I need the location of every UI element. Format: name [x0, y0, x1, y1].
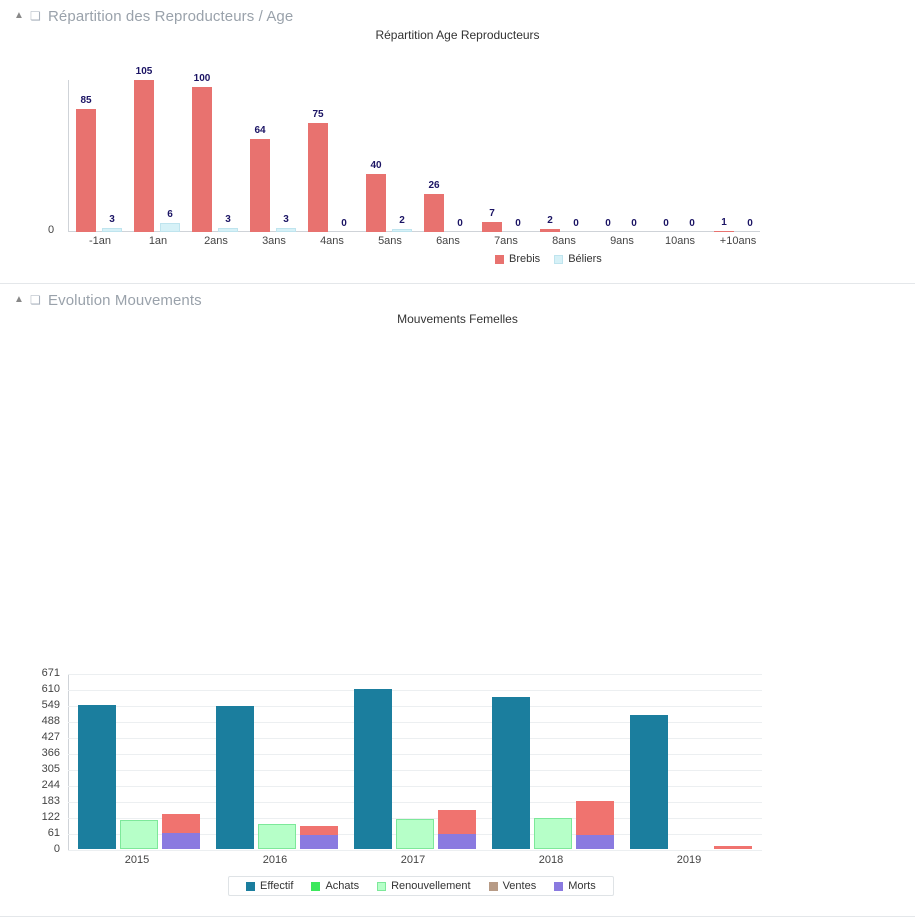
chart1-bar-brebis[interactable]	[366, 174, 386, 232]
chart1-bar-brebis[interactable]	[134, 80, 154, 232]
chart1-value-label: 6	[167, 209, 173, 220]
chart2-bar-group	[206, 674, 344, 849]
chart1-category-label: 4ans	[320, 235, 344, 247]
legend-swatch-beliers	[554, 255, 563, 264]
chart1-value-label: 75	[312, 109, 324, 120]
chart1-bar-group	[242, 80, 306, 232]
legend-swatch-ventes	[489, 882, 498, 891]
chart2-category-label: 2015	[124, 854, 150, 866]
chart2-legend-item-achats[interactable]	[302, 880, 368, 892]
chart2-y-tick: 122	[41, 811, 60, 823]
chart2-category-label: 2016	[262, 854, 288, 866]
chart2-legend-item-renouvellement[interactable]	[368, 880, 480, 892]
chart1-bar-béliers[interactable]	[218, 228, 238, 232]
chart1-y-tick-0: 0	[48, 224, 55, 236]
legend-swatch-morts	[554, 882, 563, 891]
chart-repartition-age-reproducteurs	[0, 28, 915, 283]
panel-repartition-reproducteurs	[0, 0, 915, 284]
chart2-bar-effectif[interactable]	[354, 689, 392, 849]
chart2-y-tick: 305	[41, 763, 60, 775]
legend-label-brebis: Brebis	[509, 253, 541, 265]
chart2-bar-effectif[interactable]	[630, 715, 668, 849]
chart1-bar-group	[532, 80, 596, 232]
chart1-bar-group	[68, 80, 132, 232]
chart1-category-label: 2ans	[204, 235, 228, 247]
chart1-bar-brebis[interactable]	[540, 229, 560, 232]
chart1-bar-group	[300, 80, 364, 232]
chart2-bar-effectif[interactable]	[216, 706, 254, 849]
legend-label-beliers: Béliers	[568, 253, 602, 265]
chart1-bar-brebis[interactable]	[250, 139, 270, 232]
chart1-value-label: 0	[689, 218, 695, 229]
collapse-caret-icon[interactable]: ▲	[14, 10, 24, 21]
chart1-value-label: 3	[225, 214, 231, 225]
chart1-bar-group	[416, 80, 480, 232]
legend-label-achats: Achats	[325, 880, 360, 892]
chart2-category-label: 2017	[400, 854, 426, 866]
chart1-category-label: 3ans	[262, 235, 286, 247]
chart2-y-tick: 366	[41, 747, 60, 759]
chart1-bar-group	[184, 73, 248, 232]
chart1-bar-brebis[interactable]	[714, 231, 734, 232]
chart1-category-label: 1an	[148, 235, 168, 247]
chart1-value-label: 1	[721, 217, 727, 228]
chart1-bar-brebis[interactable]	[308, 123, 328, 232]
chart2-bar-effectif[interactable]	[78, 705, 116, 849]
chart1-value-label: 2	[399, 215, 405, 226]
chart1-legend	[495, 253, 602, 265]
chart2-bar-morts[interactable]	[162, 833, 200, 849]
chart2-y-tick: 549	[41, 699, 60, 711]
chart2-bar-renouvellement[interactable]	[396, 819, 434, 849]
chart1-title: Répartition Age Reproducteurs	[375, 28, 540, 42]
chart1-value-label: 100	[193, 73, 211, 84]
chart1-value-label: 3	[109, 214, 115, 225]
collapse-caret-icon[interactable]: ▲	[14, 294, 24, 305]
chart2-y-tick: 183	[41, 795, 60, 807]
chart1-value-label: 0	[457, 218, 463, 229]
chart2-legend-item-effectif[interactable]	[237, 880, 302, 892]
chart2-bar-morts[interactable]	[438, 834, 476, 849]
chart1-bar-group	[358, 80, 422, 232]
legend-swatch-achats	[311, 882, 320, 891]
chart2-category-label: 2018	[538, 854, 564, 866]
chart2-category-label: 2019	[676, 854, 702, 866]
chart2-bar-group	[68, 674, 206, 849]
legend-label-morts: Morts	[568, 880, 596, 892]
chart2-bar-group	[344, 674, 482, 849]
chart2-title: Mouvements Femelles	[397, 312, 518, 326]
chart1-legend-item-brebis[interactable]	[495, 253, 540, 265]
drag-handle-icon[interactable]: ❏	[30, 9, 40, 23]
legend-swatch-effectif	[246, 882, 255, 891]
chart2-gridline	[68, 850, 762, 851]
chart1-bar-brebis[interactable]	[192, 87, 212, 232]
chart1-value-label: 3	[283, 214, 289, 225]
chart1-value-label: 105	[135, 66, 153, 77]
chart1-value-label: 0	[631, 218, 637, 229]
chart1-category-label: -1an	[88, 235, 112, 247]
chart1-bar-group	[706, 80, 770, 232]
chart2-y-tick: 610	[41, 683, 60, 695]
chart2-bar-group	[482, 674, 620, 849]
chart1-bar-group	[648, 80, 712, 232]
chart1-legend-item-beliers[interactable]	[554, 253, 602, 265]
panel-title-evolution: Evolution Mouvements	[48, 291, 202, 309]
chart1-bar-béliers[interactable]	[392, 229, 412, 232]
panel-evolution-mouvements	[0, 284, 915, 892]
chart1-value-label: 85	[80, 95, 92, 106]
chart2-bar-morts[interactable]	[576, 835, 614, 849]
chart1-bar-brebis[interactable]	[76, 109, 96, 232]
chart1-category-label: 7ans	[494, 235, 518, 247]
chart2-legend-item-ventes[interactable]	[480, 880, 546, 892]
chart1-plot-area	[68, 66, 768, 232]
chart-mouvements-femelles	[0, 312, 915, 602]
chart1-value-label: 64	[254, 125, 266, 136]
chart1-bar-group	[126, 66, 190, 232]
chart2-plot-area	[41, 667, 762, 855]
chart2-bar-group	[620, 674, 758, 849]
chart1-category-label: 8ans	[552, 235, 576, 247]
chart1-value-label: 0	[573, 218, 579, 229]
chart1-value-label: 0	[747, 218, 753, 229]
chart1-category-label: 5ans	[378, 235, 402, 247]
chart1-value-label: 0	[605, 218, 611, 229]
panel-header-repartition[interactable]	[0, 0, 915, 28]
chart1-value-label: 0	[341, 218, 347, 229]
legend-label-effectif: Effectif	[260, 880, 294, 892]
chart1-bar-brebis[interactable]	[424, 194, 444, 232]
chart1-category-label: 9ans	[610, 235, 634, 247]
chart2-y-tick: 671	[41, 667, 60, 679]
chart2-legend	[228, 876, 614, 896]
chart1-bar-béliers[interactable]	[276, 228, 296, 232]
chart1-value-label: 26	[428, 180, 440, 191]
chart1-category-label: 6ans	[436, 235, 460, 247]
chart1-category-label: +10ans	[719, 235, 757, 247]
chart1-bar-béliers[interactable]	[160, 223, 180, 232]
chart2-bar-renouvellement[interactable]	[120, 820, 158, 849]
panel-title-repartition: Répartition des Reproducteurs / Age	[48, 7, 294, 25]
chart1-value-label: 0	[515, 218, 521, 229]
chart2-y-tick: 61	[47, 827, 60, 839]
chart2-y-tick: 0	[53, 843, 60, 855]
legend-swatch-brebis	[495, 255, 504, 264]
chart1-value-label: 40	[370, 160, 382, 171]
panel-header-evolution[interactable]	[0, 284, 915, 312]
chart2-legend-item-morts[interactable]	[545, 880, 605, 892]
chart1-bar-béliers[interactable]	[102, 228, 122, 232]
chart2-bar-renouvellement[interactable]	[534, 818, 572, 849]
chart1-bar-group	[590, 80, 654, 232]
chart2-y-tick: 244	[41, 779, 60, 791]
chart1-value-label: 2	[547, 215, 553, 226]
chart2-bar-morts[interactable]	[300, 835, 338, 849]
chart1-value-label: 0	[663, 218, 669, 229]
legend-label-ventes: Ventes	[502, 880, 537, 892]
legend-swatch-renouvellement	[377, 882, 386, 891]
chart2-bar-renouvellement[interactable]	[258, 824, 296, 849]
chart1-category-label: 10ans	[665, 235, 695, 247]
chart2-bar-sorties[interactable]	[714, 846, 752, 849]
chart2-y-tick: 427	[41, 731, 60, 743]
chart1-bar-group	[474, 80, 538, 232]
chart2-bar-effectif[interactable]	[492, 697, 530, 849]
chart1-value-label: 7	[489, 208, 495, 219]
chart1-bar-brebis[interactable]	[482, 222, 502, 232]
chart2-y-tick: 488	[41, 715, 60, 727]
drag-handle-icon[interactable]: ❏	[30, 293, 40, 307]
legend-label-renouvellement: Renouvellement	[391, 880, 471, 892]
